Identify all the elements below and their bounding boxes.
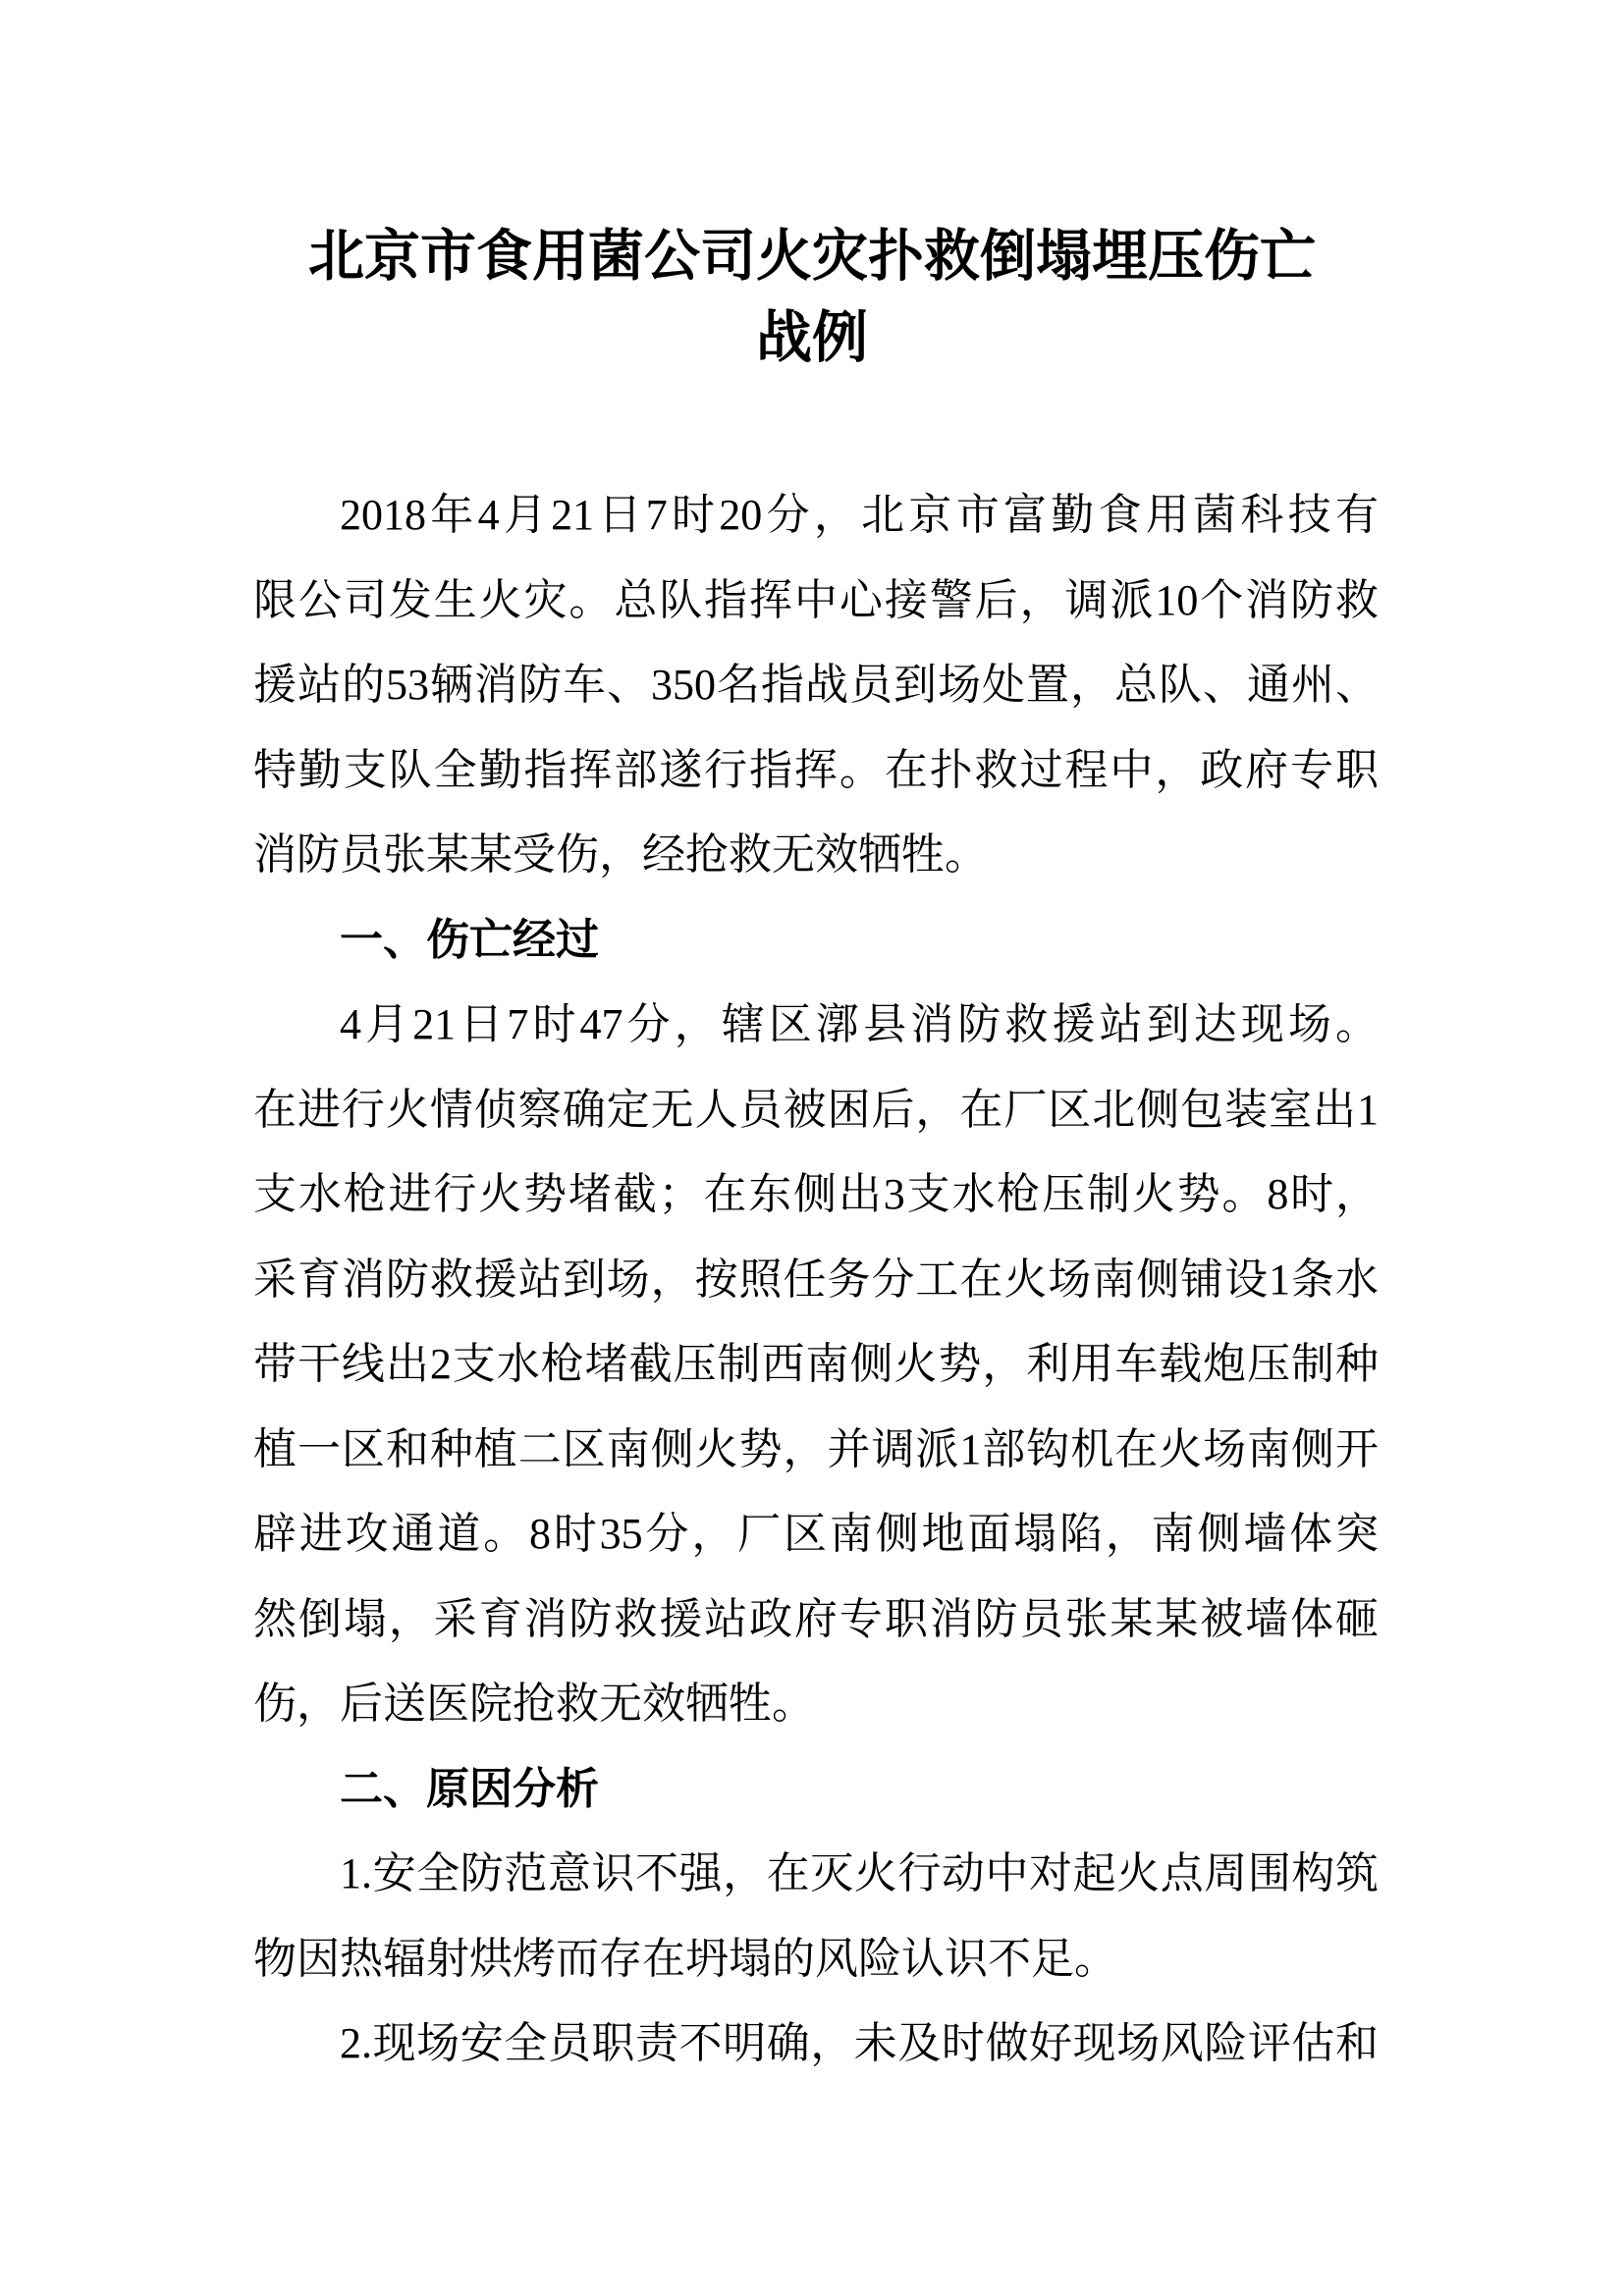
text-line: 消防员张某某受伤，经抢救无效牺牲。 <box>253 830 988 879</box>
text-line: 辟进攻通道。8时35分，厂区南侧地面塌陷，南侧墙体突 <box>253 1510 1379 1558</box>
text-line: 带干线出2支水枪堵截压制西南侧火势，利用车载炮压制种 <box>253 1340 1379 1388</box>
text-line: 支水枪进行火势堵截；在东侧出3支水枪压制火势。8时， <box>253 1170 1379 1218</box>
paragraph-intro <box>253 473 1379 898</box>
text-line: 然倒塌，采育消防救援站政府专职消防员张某某被墙体砸 <box>253 1594 1379 1643</box>
text-line: 物因热辐射烘烤而存在坍塌的风险认识不足。 <box>253 1934 1117 1983</box>
text-line: 限公司发生火灾。总队指挥中心接警后，调派10个消防救 <box>253 575 1379 624</box>
text-line: 2.现场安全员职责不明确，未及时做好现场风险评估和 <box>340 2019 1379 2067</box>
text-line: 2018年4月21日7时20分，北京市富勤食用菌科技有 <box>340 491 1379 539</box>
text-line: 在进行火情侦察确定无人员被困后，在厂区北侧包装室出1 <box>253 1085 1379 1134</box>
text-line: 1.安全防范意识不强，在灭火行动中对起火点周围构筑 <box>340 1849 1379 1897</box>
text-line: 植一区和种植二区南侧火势，并调派1部钩机在火场南侧开 <box>253 1424 1379 1473</box>
section-heading-casualty: 一、伤亡经过 <box>340 914 599 965</box>
section-heading-cause: 二、原因分析 <box>340 1763 599 1814</box>
document-body <box>253 473 1379 2087</box>
text-line: 采育消防救援站到场，按照任务分工在火场南侧铺设1条水 <box>253 1255 1379 1304</box>
text-line: 援站的53辆消防车、350名指战员到场处置，总队、通州、 <box>253 661 1379 709</box>
paragraph-cause-1 <box>253 1832 1379 2002</box>
title-line: 战例 <box>756 307 868 369</box>
title-line: 北京市食用菌公司火灾扑救倒塌埋压伤亡 <box>308 226 1316 288</box>
text-line: 伤，后送医院抢救无效牺牲。 <box>253 1680 815 1728</box>
paragraph-cause-2 <box>253 2002 1379 2087</box>
paragraph-casualty <box>253 983 1379 1747</box>
text-line: 4月21日7时47分，辖区漷县消防救援站到达现场。 <box>340 1000 1379 1048</box>
text-line: 特勤支队全勤指挥部遂行指挥。在扑救过程中，政府专职 <box>253 745 1379 794</box>
document-title <box>0 216 1624 379</box>
